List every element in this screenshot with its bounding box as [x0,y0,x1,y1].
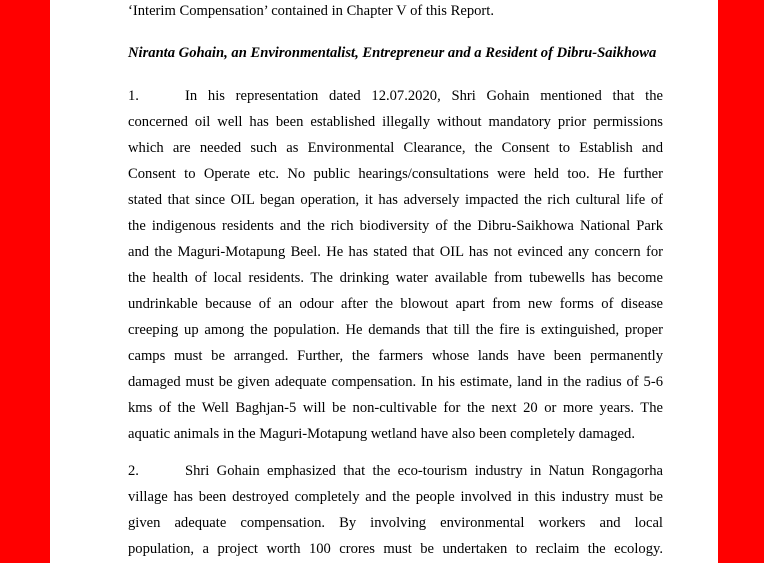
paragraph-line: the indigenous residents and the rich biodiversity of the Dibru-Saikhowa National Park [128,218,663,234]
section-heading: Niranta Gohain, an Environmentalist, Entrepreneur and a Resident of Dibru-Saikhowa [128,45,657,61]
paragraph-line: damaged must be given adequate compensation. In his estimate, land in the radius of 5-6 [128,374,663,390]
document-page [50,0,718,563]
paragraph-line: population, a project worth 100 crores must be undertaken to reclaim the ecology. [128,541,663,557]
paragraph-line: the health of local residents. The drinking water available from tubewells has become [128,270,663,286]
paragraph-line: kms of the Well Baghjan-5 will be non-cultivable for the next 20 or more years. The [128,400,663,416]
paragraph-line: which are needed such as Environmental Clearance, the Consent to Establish and [128,140,663,156]
paragraph-line: stated that since OIL began operation, it has adversely impacted the rich cultural life of [128,192,663,208]
paragraph-line: In his representation dated 12.07.2020, Shri Gohain mentioned that the [185,88,663,104]
paragraph-line: concerned oil well has been established illegally without mandatory prior permissions [128,114,663,130]
paragraph-line: village has been destroyed completely and the people involved in this industry must be [128,489,663,505]
paragraph-line: aquatic animals in the Maguri-Motapung wetland have also been completely damaged. [128,426,635,442]
paragraph-line: given adequate compensation. By involving environmental workers and local [128,515,663,531]
paragraph-line: creeping up among the population. He demands that till the fire is extinguished, proper [128,322,663,338]
paragraph-line: camps must be arranged. Further, the farmers whose lands have been permanently [128,348,663,364]
paragraph-line: undrinkable because of an odour after the blowout apart from new forms of disease [128,296,663,312]
intro-line: ‘Interim Compensation’ contained in Chapter V of this Report. [128,3,494,19]
paragraph-number: 1. [128,88,139,104]
paragraph-number: 2. [128,463,139,479]
paragraph-line: Consent to Operate etc. No public hearings/consultations were held too. He further [128,166,663,182]
paragraph-line: Shri Gohain emphasized that the eco-tourism industry in Natun Rongagorha [185,463,663,479]
paragraph-line: and the Maguri-Motapung Beel. He has stated that OIL has not evinced any concern for [128,244,663,260]
